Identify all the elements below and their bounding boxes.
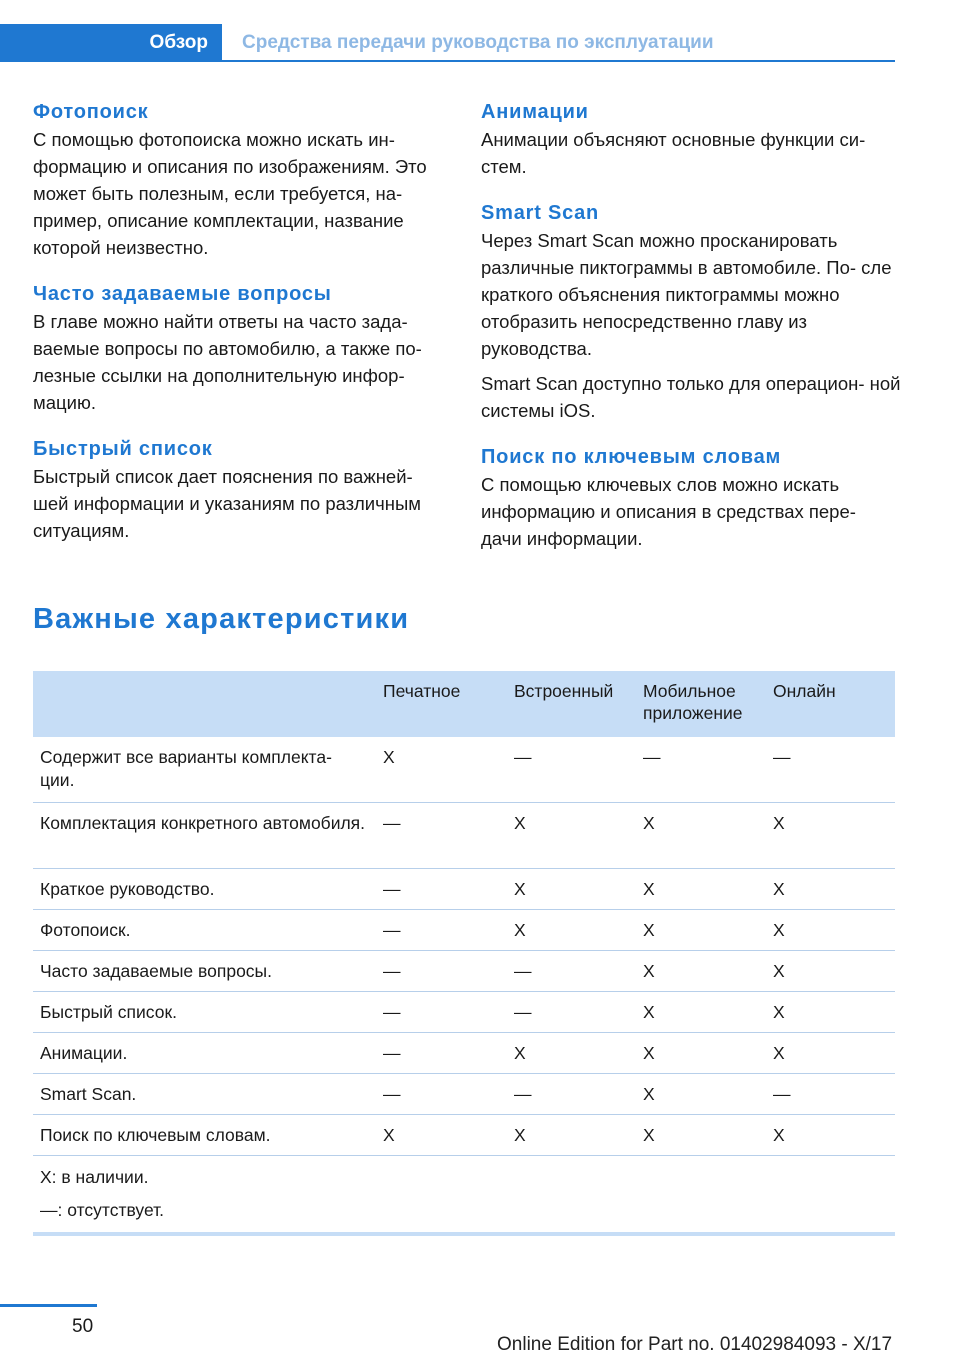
row-value: X bbox=[643, 1125, 655, 1145]
row-value: — bbox=[514, 1084, 532, 1104]
row-value: X bbox=[773, 879, 785, 899]
row-label: Фотопоиск. bbox=[40, 920, 131, 940]
table-row bbox=[33, 1074, 895, 1115]
features-table bbox=[33, 671, 895, 1236]
table-row bbox=[33, 869, 895, 910]
page-number: 50 bbox=[72, 1316, 94, 1337]
row-value: X bbox=[773, 961, 785, 981]
table-bottom-rule bbox=[33, 1232, 895, 1236]
features-heading: Важные характеристики bbox=[33, 603, 410, 635]
row-value: X bbox=[773, 813, 785, 833]
table-row bbox=[33, 803, 895, 869]
section-text: В главе можно найти ответы на часто зада- ваемые вопросы по автомобилю, а также по- лезные ссылки на дополнительную инфор- мацию. bbox=[33, 311, 422, 413]
row-value: X bbox=[514, 1043, 526, 1063]
row-value: — bbox=[773, 747, 791, 767]
breadcrumb[interactable]: Средства передачи руководства по эксплуатации bbox=[242, 32, 714, 53]
table-row bbox=[33, 910, 895, 951]
row-label: Краткое руководство. bbox=[40, 879, 215, 899]
row-label: Часто задаваемые вопросы. bbox=[40, 961, 272, 981]
section-title: Поиск по ключевым словам bbox=[481, 446, 782, 468]
row-value: — bbox=[383, 1084, 401, 1104]
section-text: С помощью фотопоиска можно искать ин- формацию и описания по изображениям. Это может быть полезным, если требуется, на- пример, описание комплектации, название которой неизвестно. bbox=[33, 129, 427, 258]
column-header: Онлайн bbox=[773, 681, 836, 701]
section-keyword-search bbox=[481, 446, 901, 552]
column-header: Печатное bbox=[383, 681, 461, 701]
row-label: Анимации. bbox=[40, 1043, 128, 1063]
row-value: X bbox=[773, 1002, 785, 1022]
column-header: Мобильное приложение bbox=[643, 681, 743, 723]
row-value: X bbox=[514, 920, 526, 940]
row-value: — bbox=[643, 747, 661, 767]
section-smart-scan bbox=[481, 202, 901, 424]
row-value: X bbox=[383, 747, 395, 767]
table-row bbox=[33, 992, 895, 1033]
row-value: X bbox=[773, 1125, 785, 1145]
section-title: Часто задаваемые вопросы bbox=[33, 283, 332, 305]
row-label: Комплектация конкретного автомобиля. bbox=[40, 813, 366, 833]
edition-note: Online Edition for Part no. 01402984093 - X/17 bbox=[497, 1334, 893, 1355]
row-value: X bbox=[643, 813, 655, 833]
row-value: — bbox=[514, 1002, 532, 1022]
section-title: Анимации bbox=[481, 101, 589, 123]
row-value: X bbox=[514, 1125, 526, 1145]
row-value: X bbox=[773, 920, 785, 940]
row-value: X bbox=[514, 813, 526, 833]
row-label: Поиск по ключевым словам. bbox=[40, 1125, 271, 1145]
row-value: X bbox=[643, 1043, 655, 1063]
section-title: Быстрый список bbox=[33, 438, 213, 460]
row-value: — bbox=[514, 961, 532, 981]
row-value: X bbox=[773, 1043, 785, 1063]
row-value: X bbox=[643, 961, 655, 981]
row-value: X bbox=[643, 920, 655, 940]
row-label: Быстрый список. bbox=[40, 1002, 177, 1022]
section-faq bbox=[33, 283, 453, 416]
legend-item: —: отсутствует. bbox=[40, 1200, 165, 1220]
table-row bbox=[33, 951, 895, 992]
section-text: Быстрый список дает пояснения по важней- шей информации и указаниям по различным ситуациям. bbox=[33, 466, 421, 541]
right-column bbox=[481, 101, 901, 574]
legend-item: X: в наличии. bbox=[40, 1167, 149, 1187]
row-label: Smart Scan. bbox=[40, 1084, 137, 1104]
left-column bbox=[33, 101, 453, 566]
header-tab-label: Обзор bbox=[149, 32, 208, 53]
table-row bbox=[33, 1033, 895, 1074]
table-row bbox=[33, 1115, 895, 1156]
row-value: — bbox=[383, 961, 401, 981]
section-title: Фотопоиск bbox=[33, 101, 149, 123]
section-text: Smart Scan доступно только для операцион- ной системы iOS. bbox=[481, 373, 901, 421]
row-value: — bbox=[514, 747, 532, 767]
section-text: С помощью ключевых слов можно искать информацию и описания в средствах пере- дачи информации. bbox=[481, 474, 856, 549]
row-value: X bbox=[643, 1084, 655, 1104]
row-label: Содержит все варианты комплекта- ции. bbox=[40, 747, 332, 790]
table-header bbox=[33, 671, 895, 737]
row-value: X bbox=[514, 879, 526, 899]
row-value: — bbox=[383, 1043, 401, 1063]
section-photo-search bbox=[33, 101, 453, 261]
table-body bbox=[33, 737, 895, 1156]
section-quick-list bbox=[33, 438, 453, 544]
row-value: — bbox=[383, 920, 401, 940]
row-value: X bbox=[383, 1125, 395, 1145]
header-tab[interactable] bbox=[0, 24, 222, 62]
table-row bbox=[33, 737, 895, 803]
footer-rule bbox=[0, 1304, 97, 1307]
row-value: — bbox=[383, 813, 401, 833]
section-title: Smart Scan bbox=[481, 202, 600, 224]
row-value: — bbox=[383, 1002, 401, 1022]
section-animations bbox=[481, 101, 901, 180]
table-legend bbox=[33, 1156, 895, 1222]
section-text: Через Smart Scan можно просканировать различные пиктограммы в автомобиле. По- сле краткого объяснения пиктограммы можно отобразить непосредственно главу из руководства. bbox=[481, 230, 892, 359]
row-value: — bbox=[773, 1084, 791, 1104]
row-value: X bbox=[643, 1002, 655, 1022]
section-text: Анимации объясняют основные функции си- стем. bbox=[481, 129, 866, 177]
row-value: — bbox=[383, 879, 401, 899]
row-value: X bbox=[643, 879, 655, 899]
column-header: Встроенный bbox=[514, 681, 614, 701]
